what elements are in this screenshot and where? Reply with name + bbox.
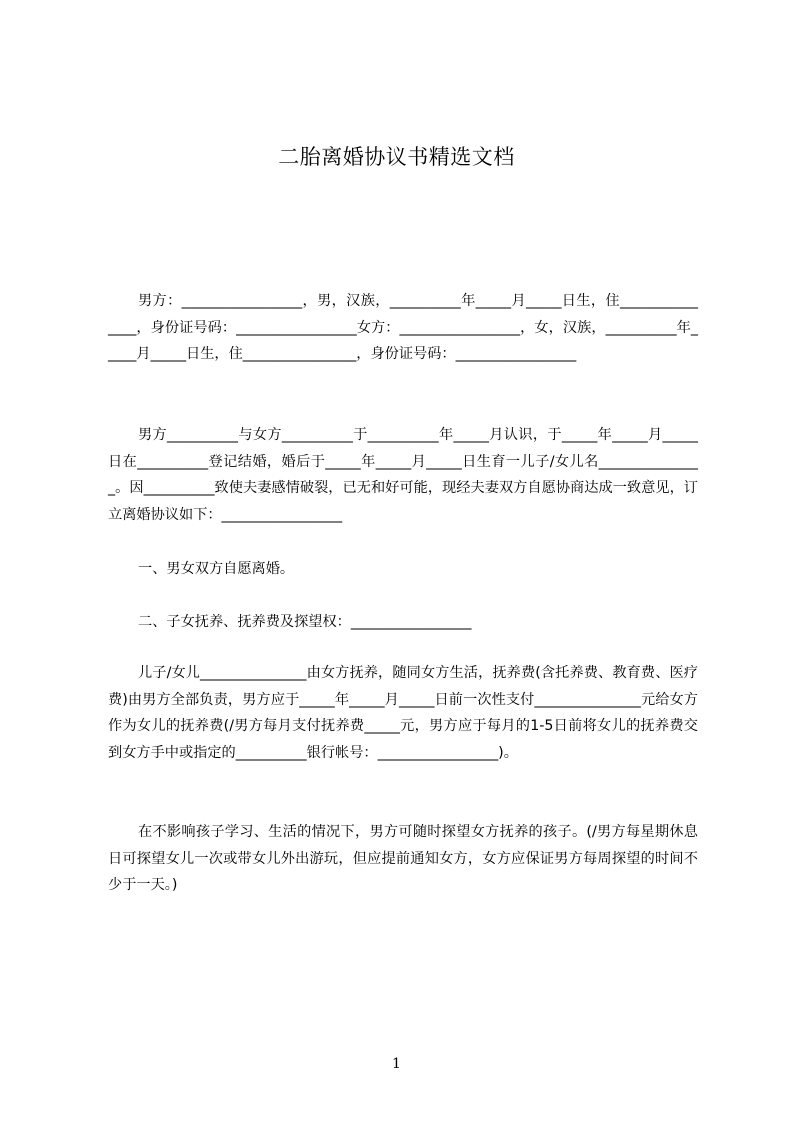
page-number: 1 (392, 1056, 401, 1072)
visitation-paragraph: 在不影响孩子学习、生活的情况下，男方可随时探望女方抚养的孩子。(/男方每星期休息日可探望女儿一次或带女儿外出游玩，但应提前通知女方，女方应保证男方每周探望的时间不少于一天。) (108, 824, 698, 893)
custody-paragraph: 儿子/女儿_______________由女方抚养，随同女方生活，抚养费(含托养费、教育费、医疗费)由男方全部负责，男方应于_____年_____月_____日前一次性支付_______________元给女方作为女儿的抚养费(/男方每月支付抚养费_____元，男方应于每月的1-5日前将女儿的抚养费交到女方手中或指定的__________银行帐号：_________________)。 (108, 665, 698, 761)
clause-1-heading: 一、男女双方自愿离婚。 (138, 561, 295, 577)
parties-paragraph: 男方：_________________，男，汉族，__________年_____月_____日生，住_______________，身份证号码：_________________女方：_________________，女，汉族，__________年_____月_____日生，住________________，身份证号码：_________________ (108, 293, 698, 362)
background-paragraph: 男方__________与女方__________于__________年_____月认识，于_____年_____月_____日在__________登记结婚，婚后于_____年_____月_____日生育一儿子/女儿名_______________。因__________致使夫妻感情破裂，已无和好可能，现经夫妻双方自愿协商达成一致意见，订立离婚协议如下：_________________ (108, 427, 698, 523)
document-title: 二胎离婚协议书精选文档 (278, 145, 515, 169)
clause-2-heading: 二、子女抚养、抚养费及探望权：_________________ (138, 614, 472, 630)
